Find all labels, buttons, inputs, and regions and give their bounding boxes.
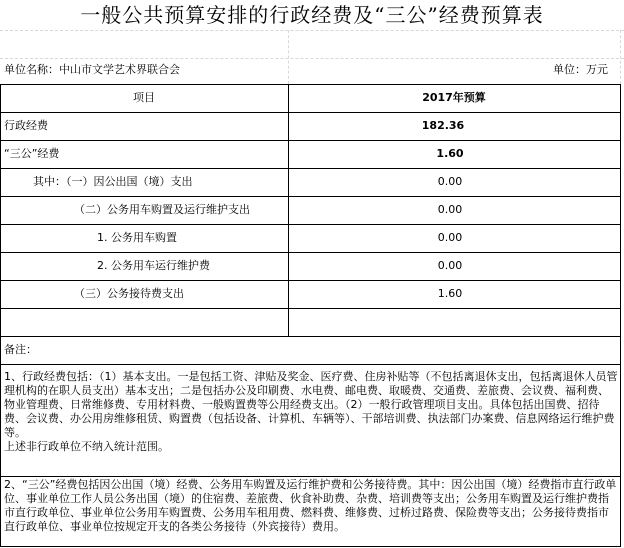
gridline	[620, 30, 621, 84]
table-border	[0, 112, 621, 113]
row-label-vehicle-purchase: 1. 公务用车购置	[97, 231, 177, 244]
row-value-three: 1.60	[436, 147, 464, 160]
table-border	[0, 476, 621, 477]
table-border	[0, 546, 621, 547]
row-label-reception: （三）公务接待费支出	[74, 287, 184, 300]
table-border	[0, 336, 621, 337]
row-label-vehicle-maintenance: 2. 公务用车运行维护费	[97, 259, 210, 272]
note-admin-expense-tail: 上述非行政单位不纳入统计范围。	[4, 440, 169, 453]
unit-name: 单位名称：中山市文学艺术界联合会	[4, 63, 180, 76]
note-admin-expense	[4, 370, 618, 454]
table-border	[620, 84, 621, 546]
table-border	[0, 168, 621, 169]
note-three-public: 2、“三公”经费包括因公出国（境）经费、公务用车购置及运行维护费和公务接待费。其中：因公出国（境）经费指市直行政单位、事业单位工作人员公务出国（境）的住宿费、差旅费、伙食补助费、杂费、培训费等支出；公务用车购置及运行维护费指市直行政单位、事业单位公务用车购置费、公务用车租用费、燃料费、维修费、过桥过路费、保险费等支出；公务接待费指市直行政单位、事业单位按规定开支的各类公务接待（外宾接待）费用。	[4, 478, 617, 533]
row-value-admin: 182.36	[421, 119, 465, 132]
table-border	[0, 84, 1, 546]
row-label-overseas: 其中：（一）因公出国（境）支出	[33, 175, 193, 188]
table-border	[0, 308, 621, 309]
table-border	[0, 224, 621, 225]
row-label-three: “三公”经费	[4, 147, 60, 160]
row-value-vehicle-maintenance: 0.00	[437, 259, 463, 272]
row-value-vehicle-purchase: 0.00	[437, 231, 463, 244]
table-border	[0, 280, 621, 281]
table-border	[0, 252, 621, 253]
row-value-overseas: 0.00	[437, 175, 463, 188]
table-border	[0, 196, 621, 197]
header-item: 项目	[133, 91, 155, 104]
unit-label: 单位：万元	[553, 63, 608, 76]
table-border	[0, 140, 621, 141]
row-value-vehicle: 0.00	[437, 203, 463, 216]
note-admin-expense-text: 1、行政经费包括：（1）基本支出。一是包括工资、津贴及奖金、医疗费、住房补贴等（不包括离退休支出，包括离退休人员管理机构的在职人员支出）基本支出；二是包括办公及印刷费、水电费、邮电费、取暖费、交通费、差旅费、会议费、福利费、物业管理费、日常维修费、专用材料费、一般购置费等公用经费支出。（2）一般行政管理项目支出。具体包括出国费、招待费、会议费、办公用房维修租赁、购置费（包括设备、计算机、车辆等）、干部培训费、执法部门办案费、信息网络运行维护费等。	[4, 370, 618, 439]
row-label-admin: 行政经费	[4, 119, 48, 132]
table-border	[0, 364, 621, 365]
gridline	[0, 30, 624, 31]
remark-label: 备注：	[4, 343, 37, 356]
page-title: 一般公共预算安排的行政经费及“三公”经费预算表	[80, 3, 544, 27]
gridline	[0, 58, 624, 59]
table-border	[0, 84, 621, 85]
row-value-reception: 1.60	[437, 287, 463, 300]
gridline	[288, 30, 289, 84]
header-budget: 2017年预算	[422, 91, 486, 104]
row-label-vehicle: （二）公务用车购置及运行维护支出	[74, 203, 250, 216]
